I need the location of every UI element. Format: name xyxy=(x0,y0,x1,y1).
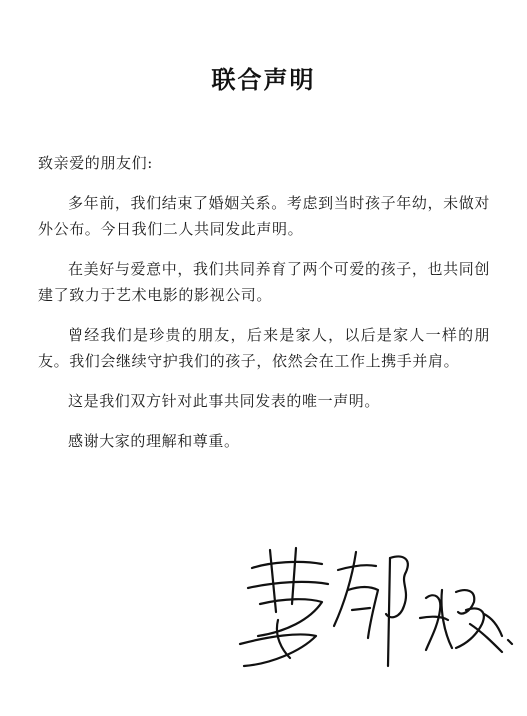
document-body xyxy=(38,150,490,468)
salutation: 致亲爱的朋友们: xyxy=(38,154,153,172)
paragraph-1: 多年前，我们结束了婚姻关系。考虑到当时孩子年幼，未做对外公布。今日我们二人共同发此声明。 xyxy=(38,194,490,238)
paragraph-5: 感谢大家的理解和尊重。 xyxy=(68,432,240,450)
paragraph-2: 在美好与爱意中，我们共同养育了两个可爱的孩子，也共同创建了致力于艺术电影的影视公司。 xyxy=(38,260,490,304)
document-title: 联合声明 xyxy=(211,66,316,94)
paragraph-4: 这是我们双方针对此事共同发表的唯一声明。 xyxy=(68,392,381,410)
paragraph-3: 曾经我们是珍贵的朋友，后来是家人，以后是家人一样的朋友。我们会继续守护我们的孩子，依然会在工作上携手并肩。 xyxy=(38,326,490,370)
handwritten-signature xyxy=(230,540,520,680)
signature-drawing xyxy=(230,540,520,680)
